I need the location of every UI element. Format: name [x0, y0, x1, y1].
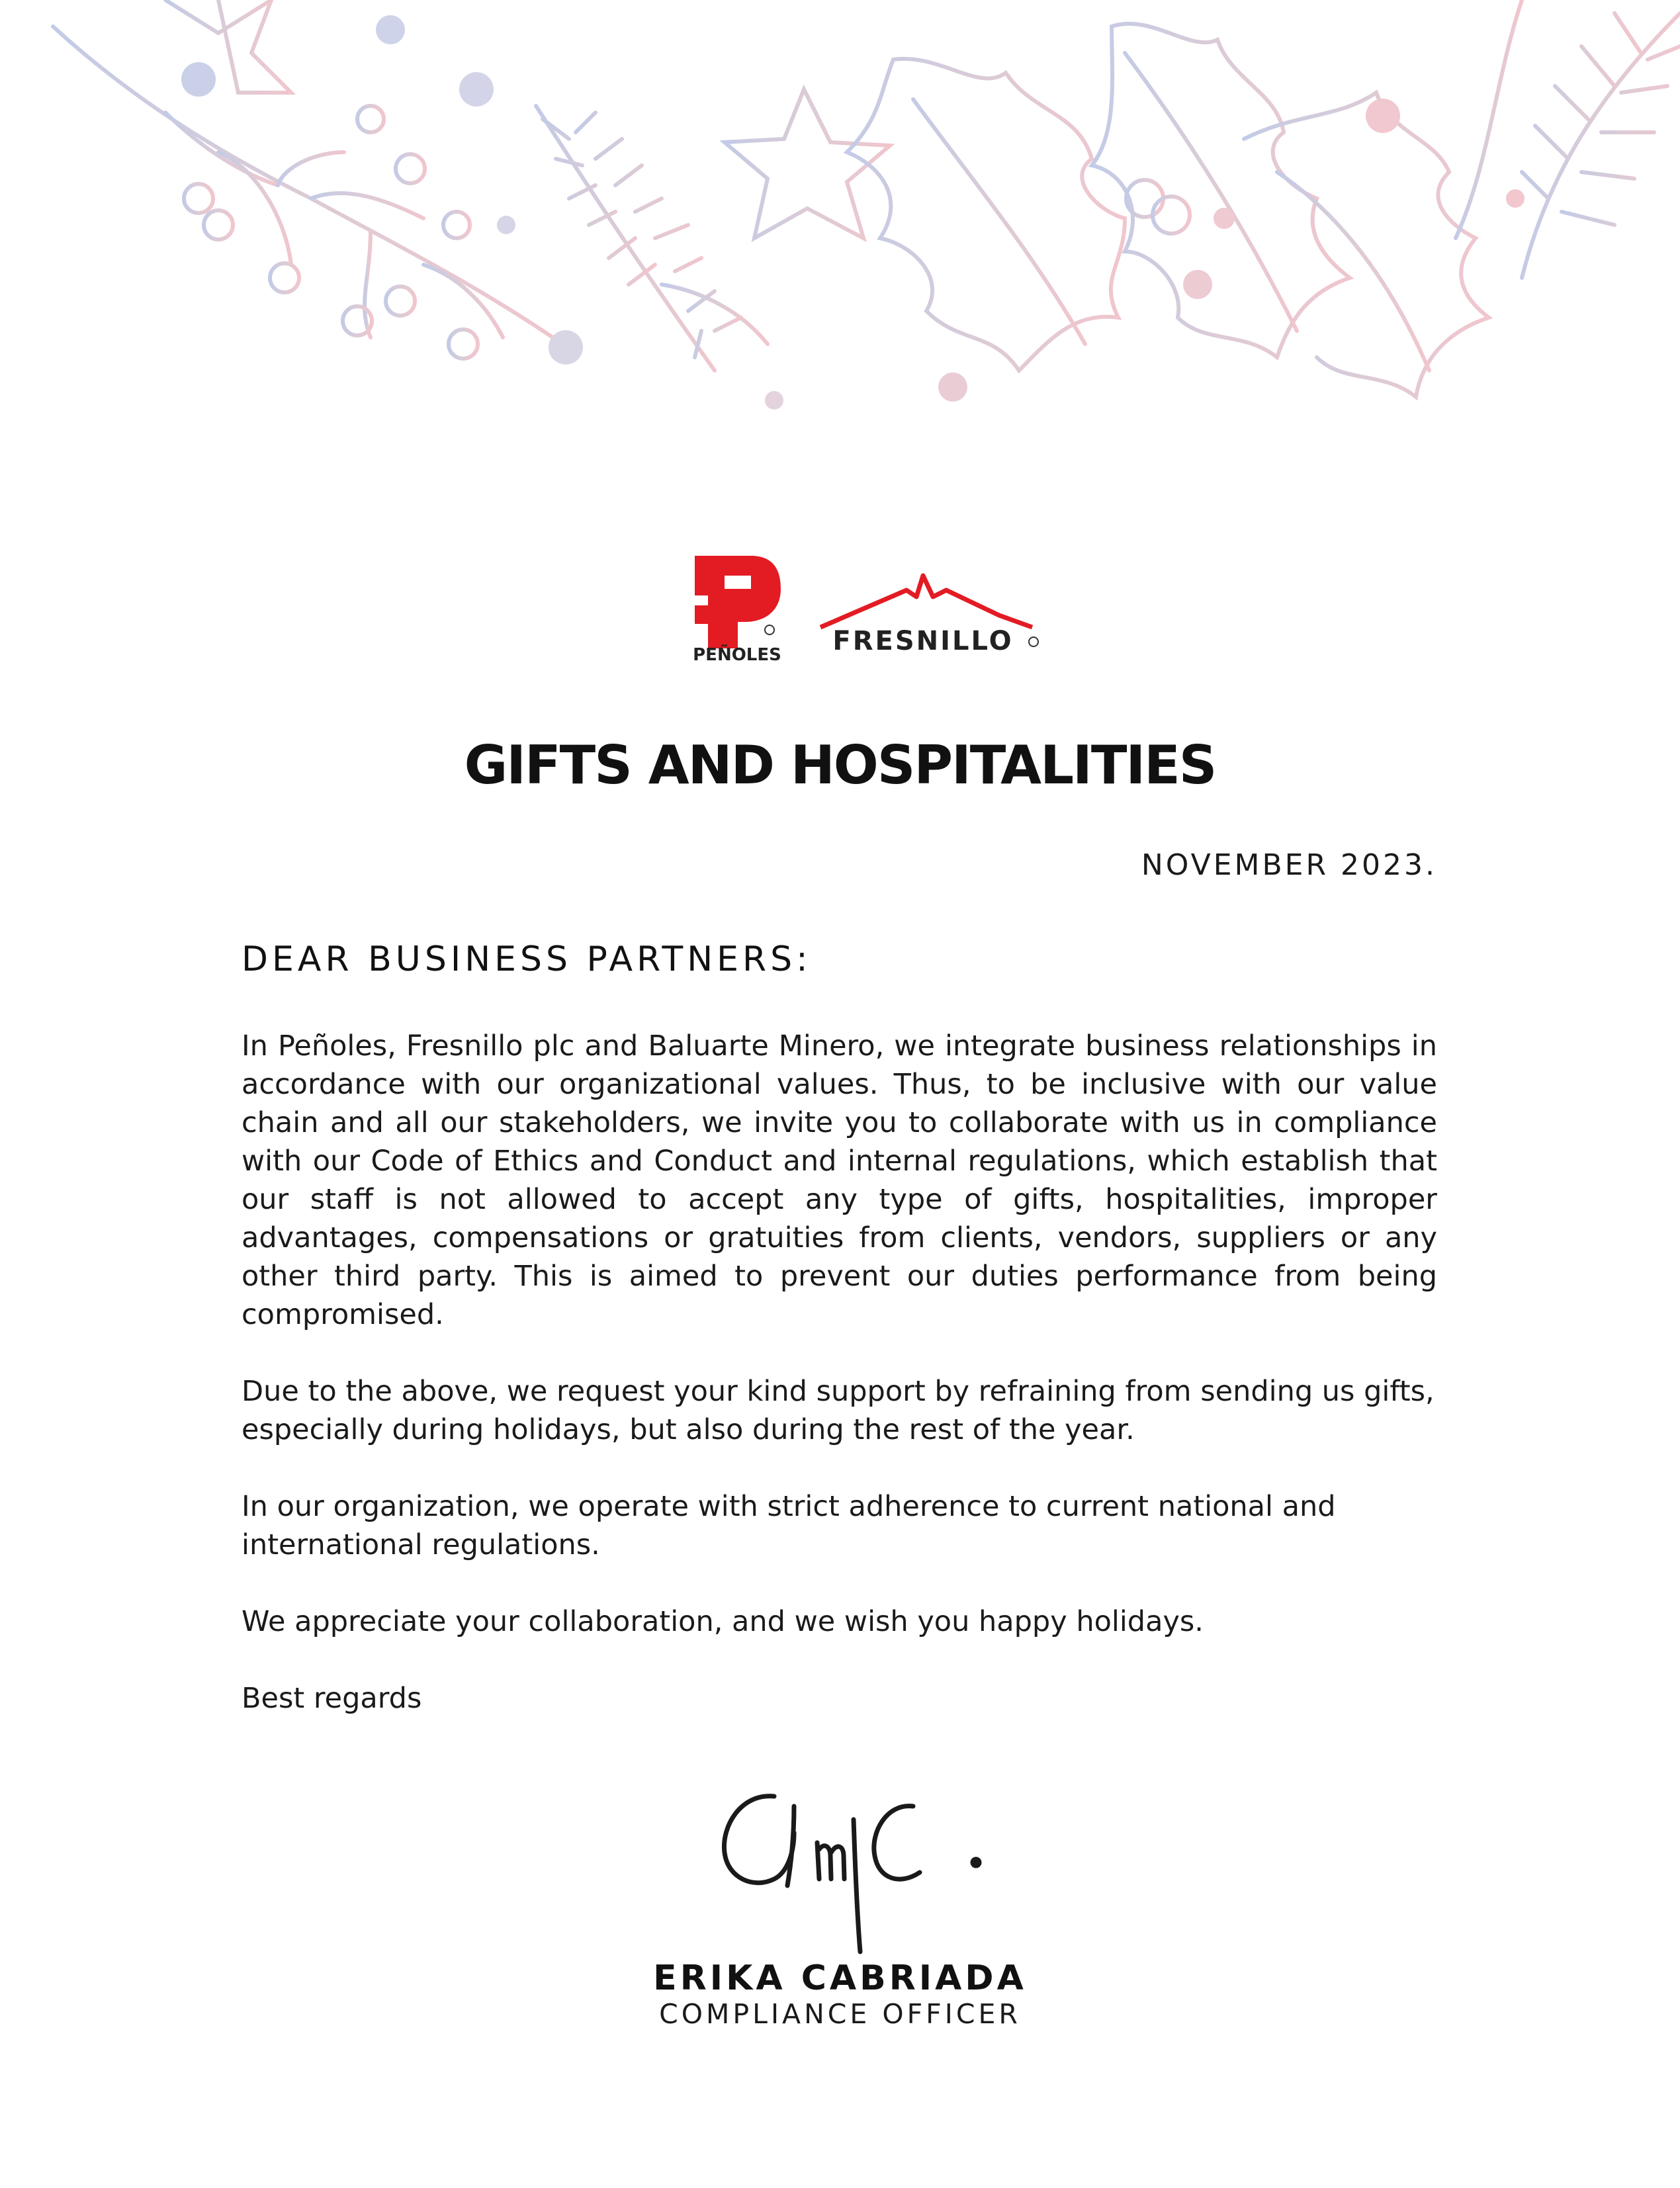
penoles-logo-text: PEÑOLES	[693, 645, 781, 665]
signatory-name: ERIKA CABRIADA	[653, 1958, 1027, 1998]
signatory-role: COMPLIANCE OFFICER	[659, 1998, 1021, 2030]
pine-branch-icon	[536, 106, 768, 371]
holiday-decoration	[0, 0, 1680, 450]
holly-leaf-icon	[847, 24, 1489, 397]
paragraph: In our organization, we operate with strict adherence to current national and international regulations.	[242, 1490, 1336, 1561]
signature	[701, 1780, 1032, 1978]
letter-body	[242, 1027, 1437, 1756]
page-title: GIFTS AND HOSPITALITIES	[464, 734, 1216, 796]
company-logos	[688, 549, 1098, 675]
fresnillo-logo	[820, 576, 1038, 656]
letter-date: NOVEMBER 2023.	[1141, 848, 1437, 882]
fresnillo-logo-text: FRESNILLO	[832, 626, 1014, 656]
paragraph: In Peñoles, Fresnillo plc and Baluarte Minero, we integrate business relationships in accordance with our organizational values. Thus, to be inclusive with our value chain and all our stakeholders, we invite you to collaborate with us in compliance with our Code of Ethics and Conduct and internal regulations, which establish that our staff is not allowed to accept any type of gifts, hospitalities, improper advantages, compensations or gratuities from clients, vendors, suppliers or any other third party. This is aimed to prevent our duties performance from being compromised.	[242, 1029, 1437, 1331]
salutation: DEAR BUSINESS PARTNERS:	[242, 940, 812, 979]
pine-branch-icon	[1456, 0, 1680, 278]
paragraph: We appreciate your collaboration, and we wish you happy holidays.	[242, 1605, 1204, 1638]
penoles-logo	[693, 556, 781, 665]
paragraph: Due to the above, we request your kind support by refraining from sending us gifts, especially during holidays, but also during the rest of the year.	[242, 1375, 1435, 1446]
closing: Best regards	[242, 1682, 422, 1715]
